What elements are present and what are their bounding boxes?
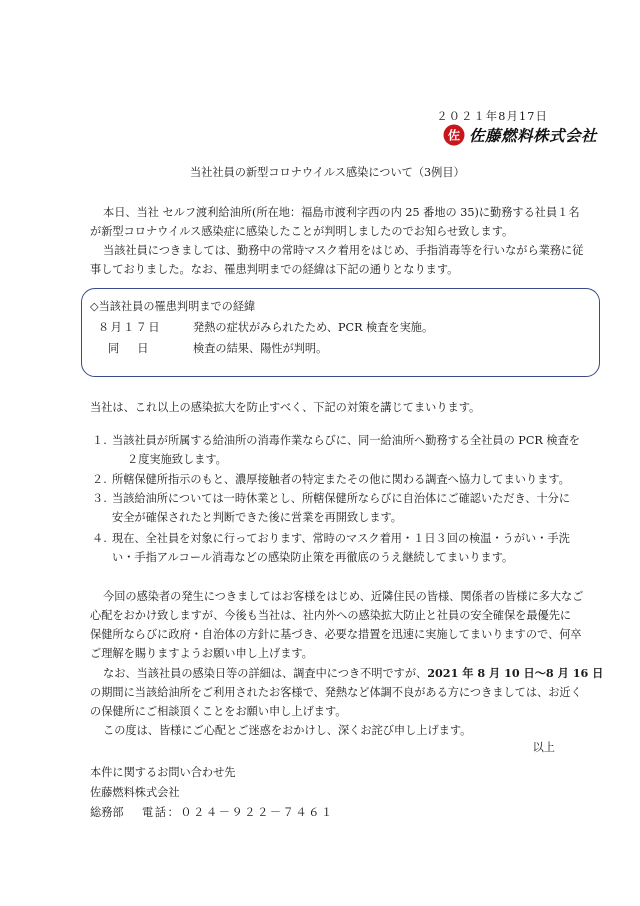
measure-line: 所轄保健所指示のもと、濃厚接触者の特定またその他に関わる調査へ協力してまいります。 xyxy=(112,473,570,486)
measures-intro: 当社は、これ以上の感染拡大を防止すべく、下記の対策を講じてまいります。 xyxy=(90,401,481,414)
document-date: ２０２１年8月17日 xyxy=(436,110,548,123)
timeline-title: ◇当該社員の罹患判明までの経緯 xyxy=(90,300,256,313)
timeline-row-text: 発熱の症状がみられたため、PCR 検査を実施。 xyxy=(193,321,434,334)
contact-department: 総務部 xyxy=(90,806,124,819)
timeline-row-date: ８月１７日 xyxy=(98,321,161,334)
closing-paragraph-line: 今回の感染者の発生につきましてはお客様をはじめ、近隣住民の皆様、関係者の皆様に多大なご xyxy=(103,590,584,603)
paragraph-2-line-1: 当該社員につきましては、勤務中の常時マスク着用をはじめ、手指消毒等を行いながら業務に従 xyxy=(103,244,584,257)
measure-number: ３. xyxy=(92,492,107,505)
measure-line: い・手指アルコール消毒などの感染防止策を再徹底のうえ継続してまいります。 xyxy=(112,551,514,564)
timeline-row-date: 同日 xyxy=(108,342,167,355)
notice-period: 2021 年 8 月 10 日～8 月 16 日 xyxy=(427,666,604,680)
measure-number: １. xyxy=(92,434,107,447)
measure-line: 現在、全社員を対象に行っております、常時のマスク着用・１日３回の検温・うがい・手洗 xyxy=(112,532,570,545)
measure-number: ４. xyxy=(92,532,107,545)
measure-number: ２. xyxy=(92,473,107,486)
closing-paragraph-line: 心配をおかけ致しますが、今後も当社は、社内外への感染拡大防止と社員の安全確保を最優先に xyxy=(90,609,572,622)
closing-word: 以上 xyxy=(532,741,555,754)
contact-company: 佐藤燃料株式会社 xyxy=(90,786,180,799)
measure-line: 当該給油所については一時休業とし、所轄保健所ならびに自治体にご確認いただき、十分に xyxy=(112,492,571,505)
notice-paragraph-line: の保健所にご相談頂くことをお願い申し上げます。 xyxy=(90,705,347,718)
paragraph-1-line-2: が新型コロナウイルス感染症に感染したことが判明しましたのでお知らせ致します。 xyxy=(90,225,514,238)
company-logo-mark-icon xyxy=(443,124,465,146)
notice-text: なお、当該社員の感染日等の詳細は、調査中につき不明ですが、 xyxy=(103,667,428,680)
contact-heading: 本件に関するお問い合わせ先 xyxy=(90,766,236,779)
closing-paragraph-line: ご理解を賜りますようお願い申し上げます。 xyxy=(90,647,313,660)
closing-paragraph-line: 保健所ならびに政府・自治体の方針に基づき、必要な措置を迅速に実施してまいりますので、何卒 xyxy=(90,628,582,641)
notice-paragraph-line xyxy=(103,664,603,683)
measure-line: ２度実施致します。 xyxy=(127,453,227,466)
document-title: 当社社員の新型コロナウイルス感染について（3例目） xyxy=(190,166,465,179)
contact-phone: 電話：０２４－９２２－７４６１ xyxy=(142,806,334,819)
measure-line: 当該社員が所属する給油所の消毒作業ならびに、同一給油所へ勤務する全社員の PCR 検査を xyxy=(112,434,580,447)
company-logo-text: 佐藤燃料株式会社 xyxy=(469,127,598,145)
paragraph-2-line-2: 事しておりました。なお、罹患判明までの経緯は下記の通りとなります。 xyxy=(90,263,459,276)
measure-line: 安全が確保されたと判断できた後に営業を再開致します。 xyxy=(112,511,402,524)
svg-text:佐: 佐 xyxy=(447,128,461,143)
timeline-row-text: 検査の結果、陽性が判明。 xyxy=(193,342,328,355)
company-logo xyxy=(443,124,597,146)
paragraph-1-line-1: 本日、当社 セルフ渡利給油所(所在地：福島市渡利字西の内 25 番地の 35)に勤務する社員１名 xyxy=(103,206,580,219)
apology-line: この度は、皆様にご心配とご迷惑をおかけし、深くお詫び申し上げます。 xyxy=(103,724,472,737)
notice-paragraph-line: の期間に当該給油所をご利用されたお客様で、発熱など体調不良がある方につきましては、お近く xyxy=(90,686,582,699)
